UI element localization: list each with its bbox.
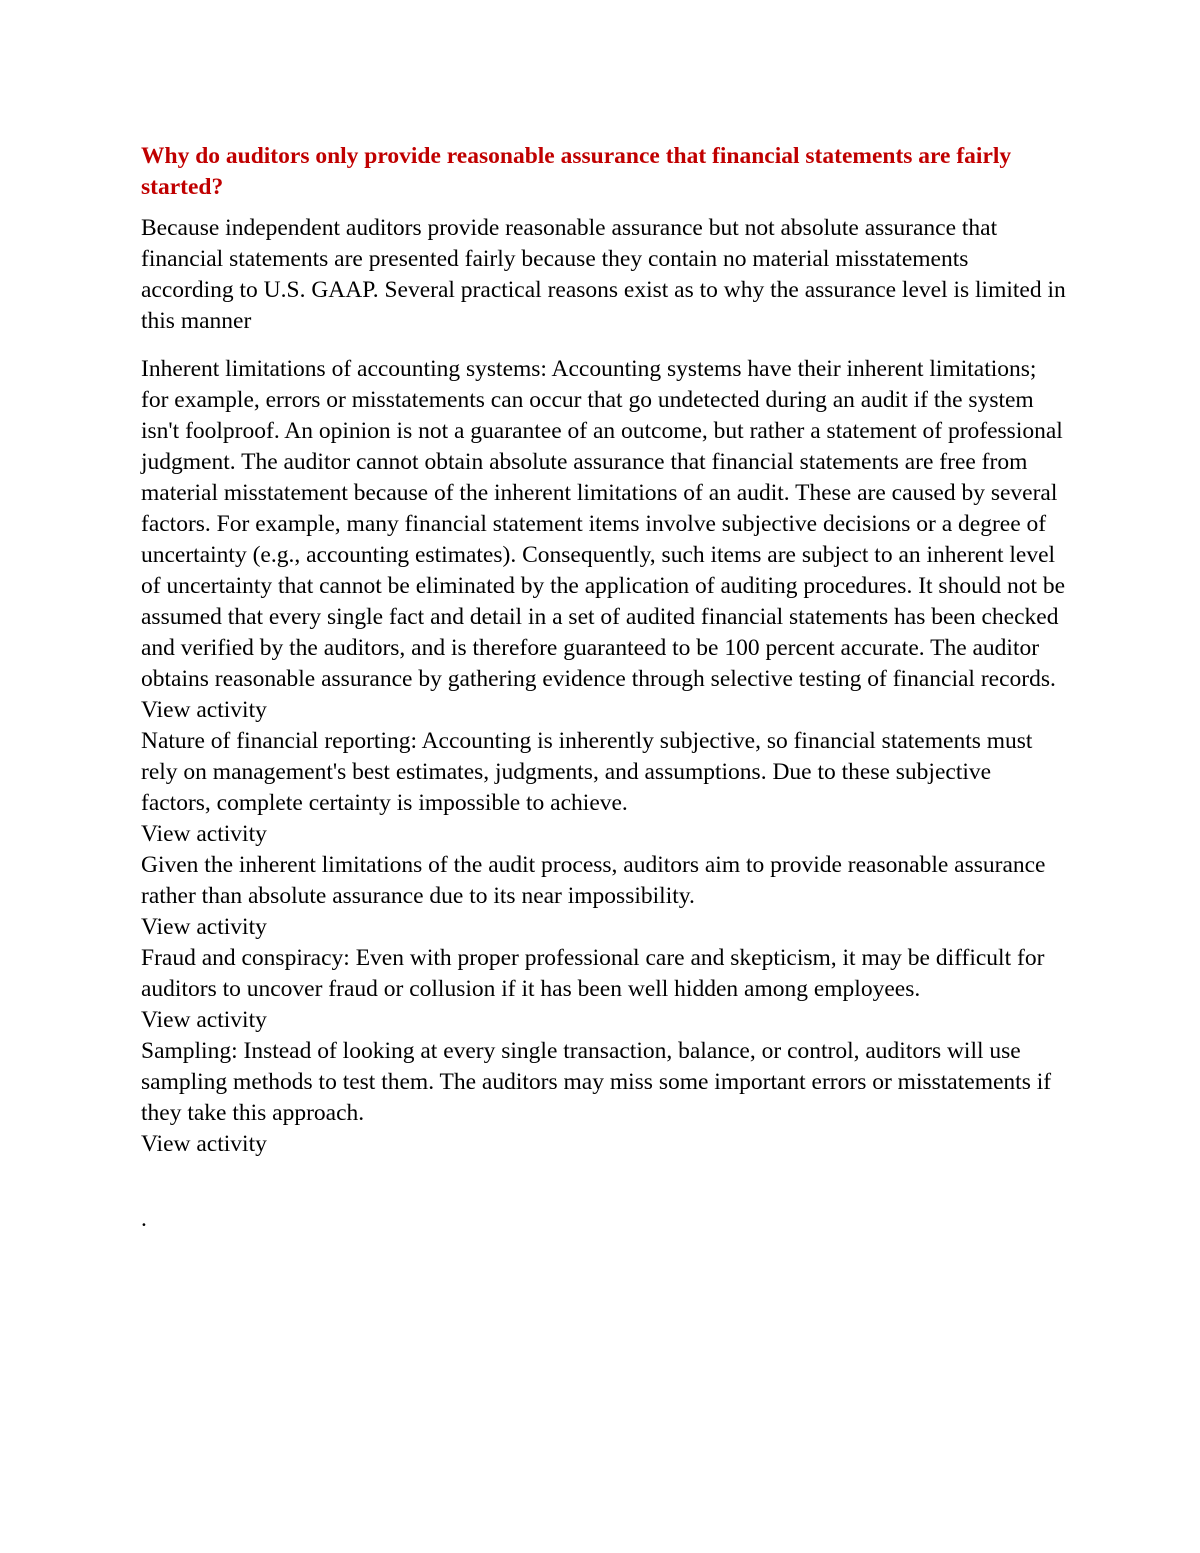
fraud-paragraph: Fraud and conspiracy: Even with proper professional care and skepticism, it may be difficult for auditors to uncover fraud or collusion if it has been well hidden among employees. — [141, 945, 1045, 1002]
view-activity-link[interactable]: View activity — [141, 914, 267, 940]
given-limitations-paragraph: Given the inherent limitations of the audit process, auditors aim to provide reasonable assurance rather than absolute assurance due to its near impossibility. — [141, 852, 1046, 909]
sampling-paragraph: Sampling: Instead of looking at every single transaction, balance, or control, auditors will use sampling methods to test them. The auditors may miss some important errors or misstatements if they take this approach. — [141, 1038, 1052, 1126]
document-page — [141, 141, 1066, 1235]
view-activity-link[interactable]: View activity — [141, 1131, 267, 1157]
view-activity-link[interactable]: View activity — [141, 821, 267, 847]
view-activity-link[interactable]: View activity — [141, 1007, 267, 1033]
nature-of-reporting-paragraph: Nature of financial reporting: Accounting is inherently subjective, so financial statements must rely on management's best estimates, judgments, and assumptions. Due to these subjective factors, complete certainty is impossible to achieve. — [141, 728, 1033, 816]
inherent-limitations-paragraph: Inherent limitations of accounting systems: Accounting systems have their inherent limitations; for example, errors or misstatements can occur that go undetected during an audit if the system isn't foolproof. An opinion is not a guarantee of an outcome, but rather a statement of professional judgment. The auditor cannot obtain absolute assurance that financial statements are free from material misstatement because of the inherent limitations of an audit. These are caused by several factors. For example, many financial statement items involve subjective decisions or a degree of uncertainty (e.g., accounting estimates). Consequently, such items are subject to an inherent level of uncertainty that cannot be eliminated by the application of auditing procedures. It should not be assumed that every single fact and detail in a set of audited financial statements has been checked and verified by the auditors, and is therefore guaranteed to be 100 percent accurate. The auditor obtains reasonable assurance by gathering evidence through selective testing of financial records. — [141, 356, 1066, 692]
trailing-period: . — [141, 1206, 147, 1232]
view-activity-link[interactable]: View activity — [141, 697, 267, 723]
intro-paragraph: Because independent auditors provide reasonable assurance but not absolute assurance that financial statements are presented fairly because they contain no material misstatements according to U.S. GAAP. Several practical reasons exist as to why the assurance level is limited in this manner — [141, 215, 1066, 334]
page-title: Why do auditors only provide reasonable assurance that financial statements are fairly started? — [141, 143, 1012, 200]
